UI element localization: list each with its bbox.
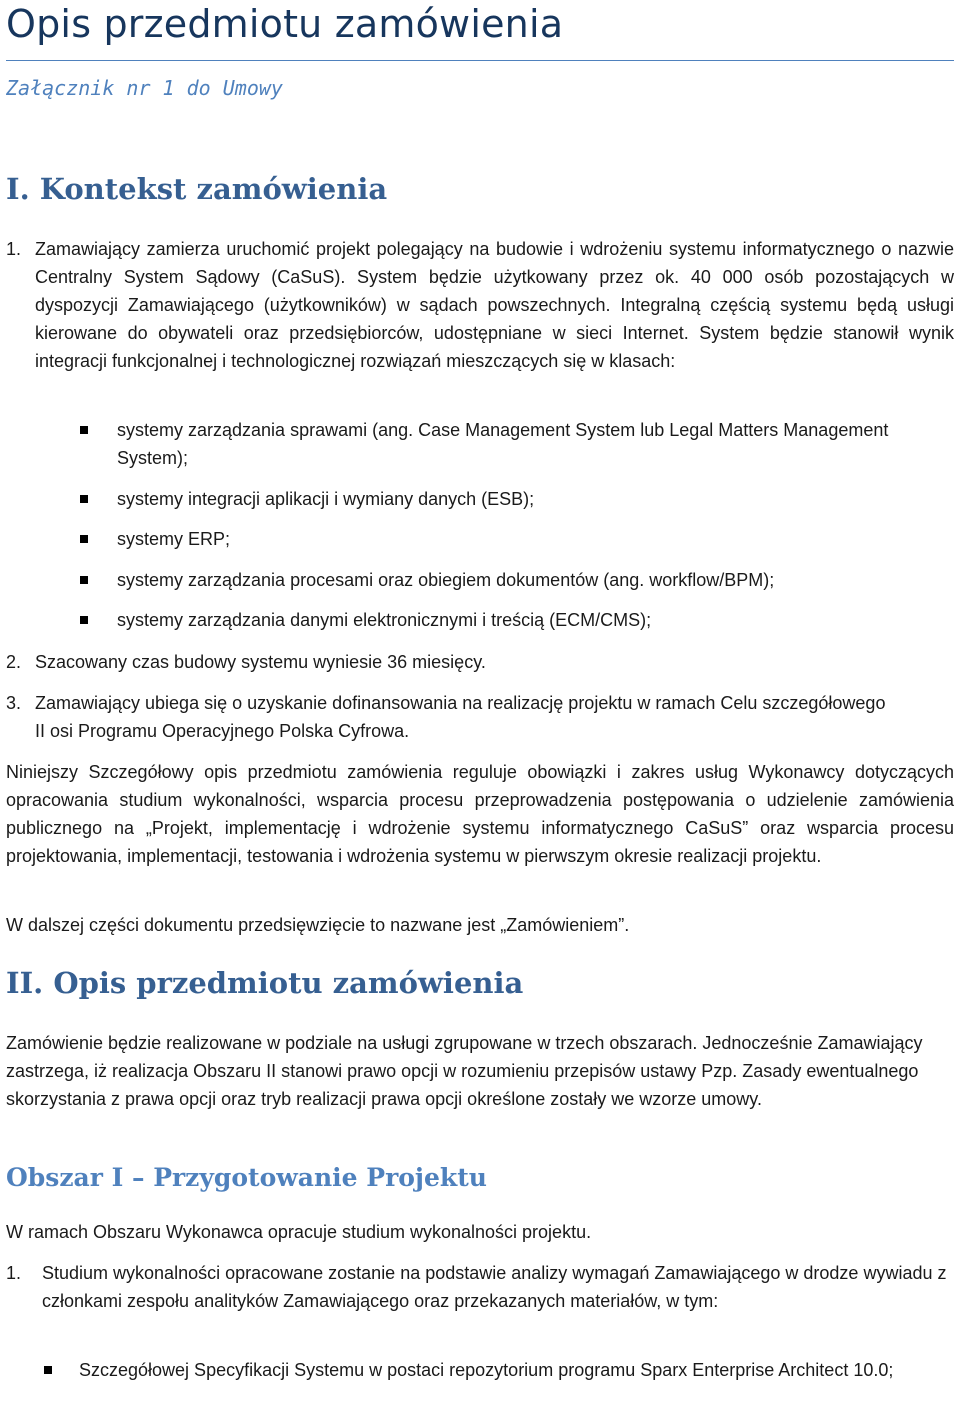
naming-paragraph: W dalszej części dokumentu przedsięwzięcie to nazwane jest „Zamówieniem”. — [6, 915, 630, 935]
bullet-5-text: systemy zarządzania danymi elektronicznymi i treścią (ECM/CMS); — [117, 610, 652, 630]
bullet-marker-4 — [80, 576, 88, 584]
scope-paragraph: Niniejszy Szczegółowy opis przedmiotu zamówienia reguluje obowiązki i zakres usług Wykonawcy dotyczących opracowania studium wykonalności, wsparcia procesu przeprowadzenia postępowania o udzielenie zamówienia publicznego na „Projekt, implementację i wdrożenie systemu informatycznego CaSuS” oraz wsparcia procesu projektowania, implementacji, testowania i wdrożenia systemu w pierwszym okresie realizacji projektu. — [6, 762, 954, 866]
section-2-heading: II. Opis przedmiotu zamówienia — [6, 966, 524, 1000]
area-1-intro: W ramach Obszaru Wykonawca opracuje studium wykonalności projektu. — [6, 1222, 592, 1242]
section-1-heading: I. Kontekst zamówienia — [6, 172, 388, 206]
bullet-marker-2 — [80, 495, 88, 503]
bullet-2-text: systemy integracji aplikacji i wymiany danych (ESB); — [117, 489, 535, 509]
document-subtitle: Załącznik nr 1 do Umowy — [6, 76, 283, 100]
area-1-item-1-number: 1. — [6, 1263, 22, 1283]
section-2-paragraph: Zamówienie będzie realizowane w podziale na usługi zgrupowane w trzech obszarach. Jednocześnie Zamawiający zastrzega, iż realizacja Obszaru II stanowi prawo opcji w rozumieniu przepisów ustawy Pzp. Zasady ewentualnego skorzystania z prawa opcji oraz tryb realizacji prawa opcji określone zostały we wzorze umowy. — [6, 1033, 923, 1109]
title-underline — [6, 60, 954, 61]
bullet-3-text: systemy ERP; — [117, 529, 231, 549]
item-1-number: 1. — [6, 239, 22, 259]
area-1-bullet-1-text: Szczegółowej Specyfikacji Systemu w postaci repozytorium programu Sparx Enterprise Architect 10.0; — [79, 1360, 894, 1380]
item-2-number: 2. — [6, 652, 22, 672]
bullet-marker-1 — [80, 426, 88, 434]
area-1-bullet-marker-1 — [44, 1366, 52, 1374]
bullet-marker-5 — [80, 616, 88, 624]
item-3-text: Zamawiający ubiega się o uzyskanie dofinansowania na realizację projektu w ramach Celu szczegółowego II osi Programu Operacyjnego Polska Cyfrowa. — [35, 693, 886, 741]
document-title: Opis przedmiotu zamówienia — [6, 2, 564, 46]
item-3-number: 3. — [6, 693, 22, 713]
item-1-text: Zamawiający zamierza uruchomić projekt polegający na budowie i wdrożeniu systemu informatycznego o nazwie Centralny System Sądowy (CaSuS). System będzie użytkowany przez ok. 40 000 osób pozostających w dyspozycji Zamawiającego (użytkowników) w sądach powszechnych. Integralną częścią systemu będą usługi kierowane do obywateli oraz przedsiębiorców, udostępniane w sieci Internet. System będzie stanowił wynik integracji funkcjonalnej i technologicznej rozwiązań mieszczących się w klasach: — [35, 239, 954, 371]
item-2-text: Szacowany czas budowy systemu wyniesie 36 miesięcy. — [35, 652, 486, 672]
area-1-heading: Obszar I – Przygotowanie Projektu — [6, 1163, 487, 1192]
bullet-4-text: systemy zarządzania procesami oraz obiegiem dokumentów (ang. workflow/BPM); — [117, 570, 775, 590]
bullet-1-text: systemy zarządzania sprawami (ang. Case Management System lub Legal Matters Management System); — [117, 420, 889, 468]
area-1-item-1-text: Studium wykonalności opracowane zostanie na podstawie analizy wymagań Zamawiającego w drodze wywiadu z członkami zespołu analityków Zamawiającego oraz przekazanych materiałów, w tym: — [42, 1263, 947, 1311]
bullet-marker-3 — [80, 535, 88, 543]
